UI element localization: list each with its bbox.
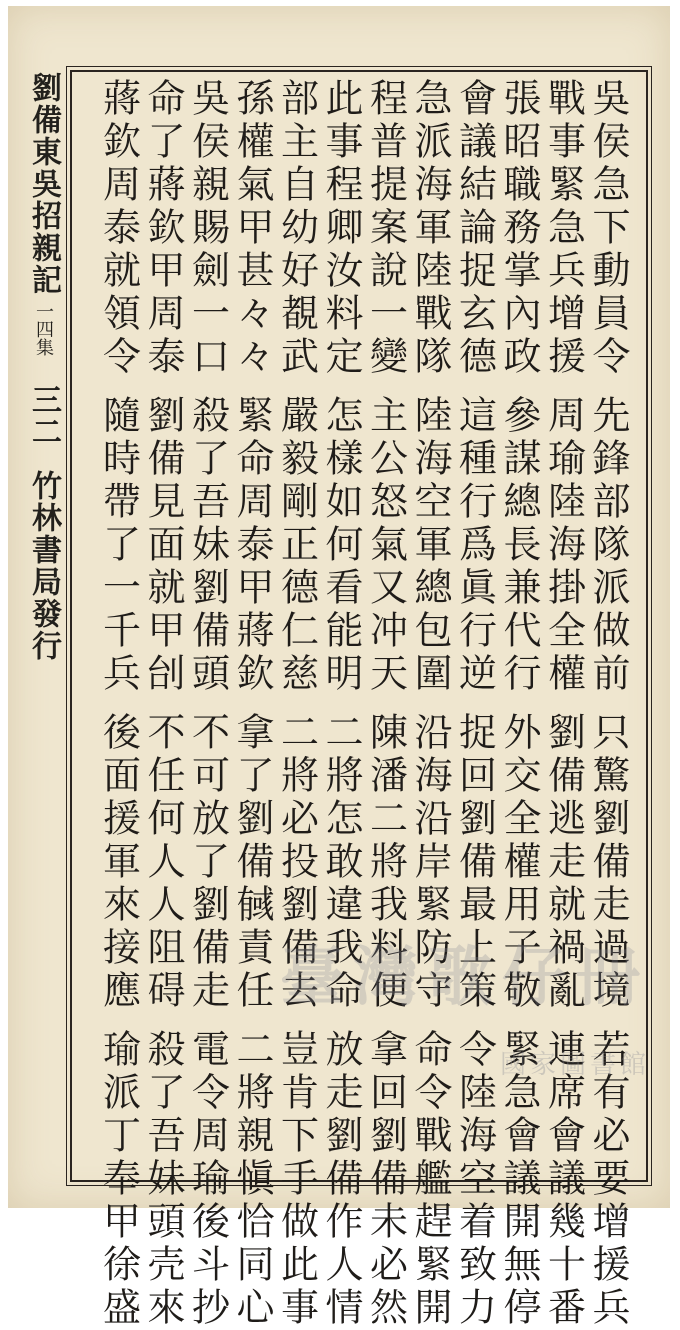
verse-line: 部主自幼好覩武 xyxy=(274,78,319,379)
verse-line: 陳潘二將我料便 xyxy=(363,712,408,1013)
verse-line: 張昭職務掌內政 xyxy=(497,78,541,379)
verse-line: 戰事緊急兵增援 xyxy=(541,78,586,379)
book-page xyxy=(8,6,670,1330)
verse-line: 拿了劉備𢒰責任 xyxy=(230,712,274,1013)
verse-line: 孫權氣甲甚々々 xyxy=(230,78,274,379)
verse-line: 殺了吾妹頭壳來 xyxy=(141,1029,185,1330)
verse-line: 二將怎敢違我命 xyxy=(319,712,363,1013)
verse-line: 沿海沿岸緊防守 xyxy=(408,712,452,1013)
verse-line: 隨時帶了一千兵 xyxy=(96,395,141,696)
verse-line: 電令周瑜後斗抄 xyxy=(185,1029,230,1330)
verse-line: 劉備見面就甲刣 xyxy=(141,395,185,696)
verse-line: 蔣欽周泰就領令 xyxy=(96,78,141,379)
verse-line: 命令戰艦趕緊開 xyxy=(408,1029,452,1330)
running-head xyxy=(22,72,64,1176)
verse-line: 急派海軍陸戰隊 xyxy=(408,78,452,379)
verse-line: 豈肯下手做此事 xyxy=(274,1029,319,1330)
running-head-volume: 一四集 xyxy=(33,302,54,356)
watermark-caption: 國家圖書館 xyxy=(499,1050,650,1080)
verse-line: 殺了吾妹劉備頭 xyxy=(185,395,230,696)
verse-line: 二將親愼恰同心 xyxy=(230,1029,274,1330)
library-watermark xyxy=(270,926,650,1116)
verse-line: 參謀總長兼代行 xyxy=(497,395,541,696)
verse-line: 瑜派丁奉甲徐盛 xyxy=(96,1029,141,1330)
verse-line: 會議結論捉玄德 xyxy=(452,78,497,379)
running-head-page-number: 三二 xyxy=(26,384,61,448)
verse-line: 主公怒氣又冲天 xyxy=(363,395,408,696)
verse-line: 令陸海空着致力 xyxy=(452,1029,497,1330)
verse-line: 劉備逃走就禍亂 xyxy=(541,712,586,1013)
verse-line: 吳侯急下動員令 xyxy=(586,78,630,379)
verse-line: 程普提案說一變 xyxy=(363,78,408,379)
verse-line: 這種行爲眞行逆 xyxy=(452,395,497,696)
verse-column xyxy=(137,78,189,1330)
running-head-title: 劉備東吳招親記 xyxy=(26,72,61,296)
verse-line: 放走劉備作人情 xyxy=(319,1029,363,1330)
watermark-seal-text: 臺灣歌仔冊 xyxy=(280,940,650,1015)
verse-line: 陸海空軍總包圍 xyxy=(408,395,452,696)
verse-line: 先鋒部隊派做前 xyxy=(586,395,630,696)
verse-line: 拿回劉備未必然 xyxy=(363,1029,408,1330)
verse-line: 連席會議幾十番 xyxy=(541,1029,586,1330)
verse-line: 只驚劉備走過境 xyxy=(586,712,630,1013)
verse-column xyxy=(93,78,145,1330)
verse-column xyxy=(182,78,234,1330)
verse-line: 二將必投劉備去 xyxy=(274,712,319,1013)
verse-line: 嚴毅剛正德仁慈 xyxy=(274,395,319,696)
verse-line: 緊命周泰甲蔣欽 xyxy=(230,395,274,696)
verse-line: 此事程卿汝料定 xyxy=(319,78,363,379)
verse-line: 不可放了劉備走 xyxy=(185,712,230,1013)
verse-line: 若有必要增援兵 xyxy=(586,1029,630,1330)
verse-line: 緊急會議開無停 xyxy=(497,1029,541,1330)
verse-line: 周瑜陸海掛全權 xyxy=(541,395,586,696)
running-head-publisher: 竹林書局發行 xyxy=(26,470,61,662)
verse-line: 命了蔣欽甲周泰 xyxy=(141,78,185,379)
verse-line: 外交全權用子敬 xyxy=(497,712,541,1013)
verse-line: 捉回劉備最上策 xyxy=(452,712,497,1013)
verse-line: 後面援軍來接應 xyxy=(96,712,141,1013)
verse-line: 不任何人人阻碍 xyxy=(141,712,185,1013)
verse-line: 吳侯親賜劍一口 xyxy=(185,78,230,379)
verse-line: 怎樣如何看能明 xyxy=(319,395,363,696)
